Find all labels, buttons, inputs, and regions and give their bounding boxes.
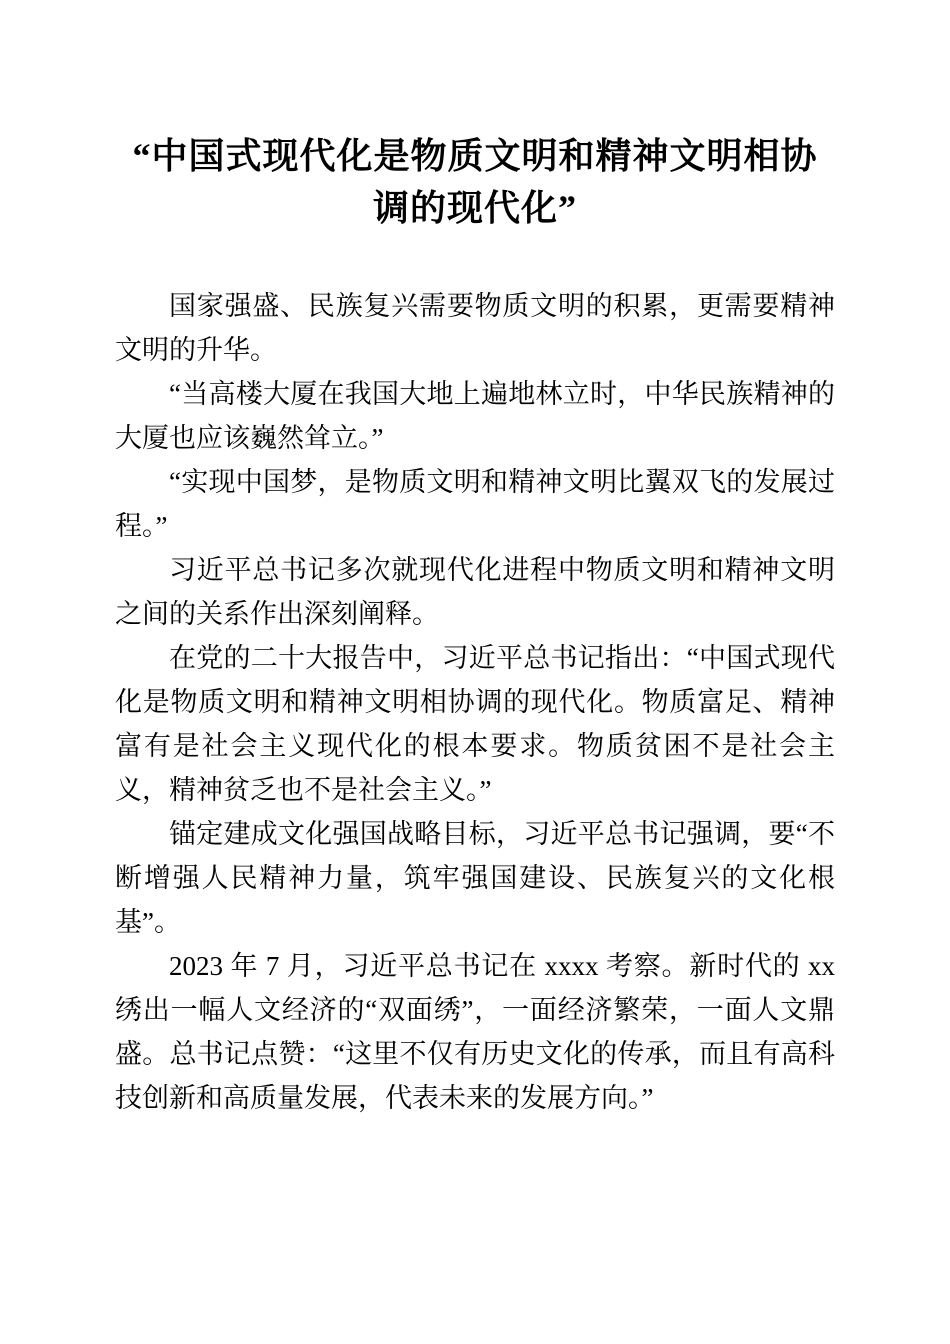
- paragraph: “当高楼大厦在我国大地上遍地林立时，中华民族精神的大厦也应该巍然耸立。”: [115, 379, 835, 453]
- paragraph: 在党的二十大报告中，习近平总书记指出：“中国式现代化是物质文明和精神文明相协调的现代化。物质富足、精神富有是社会主义现代化的根本要求。物质贫困不是社会主义，精神贫乏也不是社会主义。”: [115, 643, 835, 805]
- paragraph: “实现中国梦，是物质文明和精神文明比翼双飞的发展过程。”: [115, 467, 835, 541]
- paragraph: 习近平总书记多次就现代化进程中物质文明和精神文明之间的关系作出深刻阐释。: [115, 555, 835, 629]
- document-body: [115, 284, 835, 1120]
- paragraph: 锚定建成文化强国战略目标，习近平总书记强调，要“不断增强人民精神力量，筑牢强国建设、民族复兴的文化根基”。: [115, 819, 835, 937]
- paragraph: 2023 年 7 月，习近平总书记在 xxxx 考察。新时代的 xx 绣出一幅人文经济的“双面绣”，一面经济繁荣，一面人文鼎盛。总书记点赞：“这里不仅有历史文化的传承，而且有高科技创新和高质量发展，代表未来的发展方向。”: [115, 951, 835, 1113]
- document-title: “中国式现代化是物质文明和精神文明相协调的现代化”: [132, 136, 818, 228]
- paragraph: 国家强盛、民族复兴需要物质文明的积累，更需要精神文明的升华。: [115, 291, 835, 365]
